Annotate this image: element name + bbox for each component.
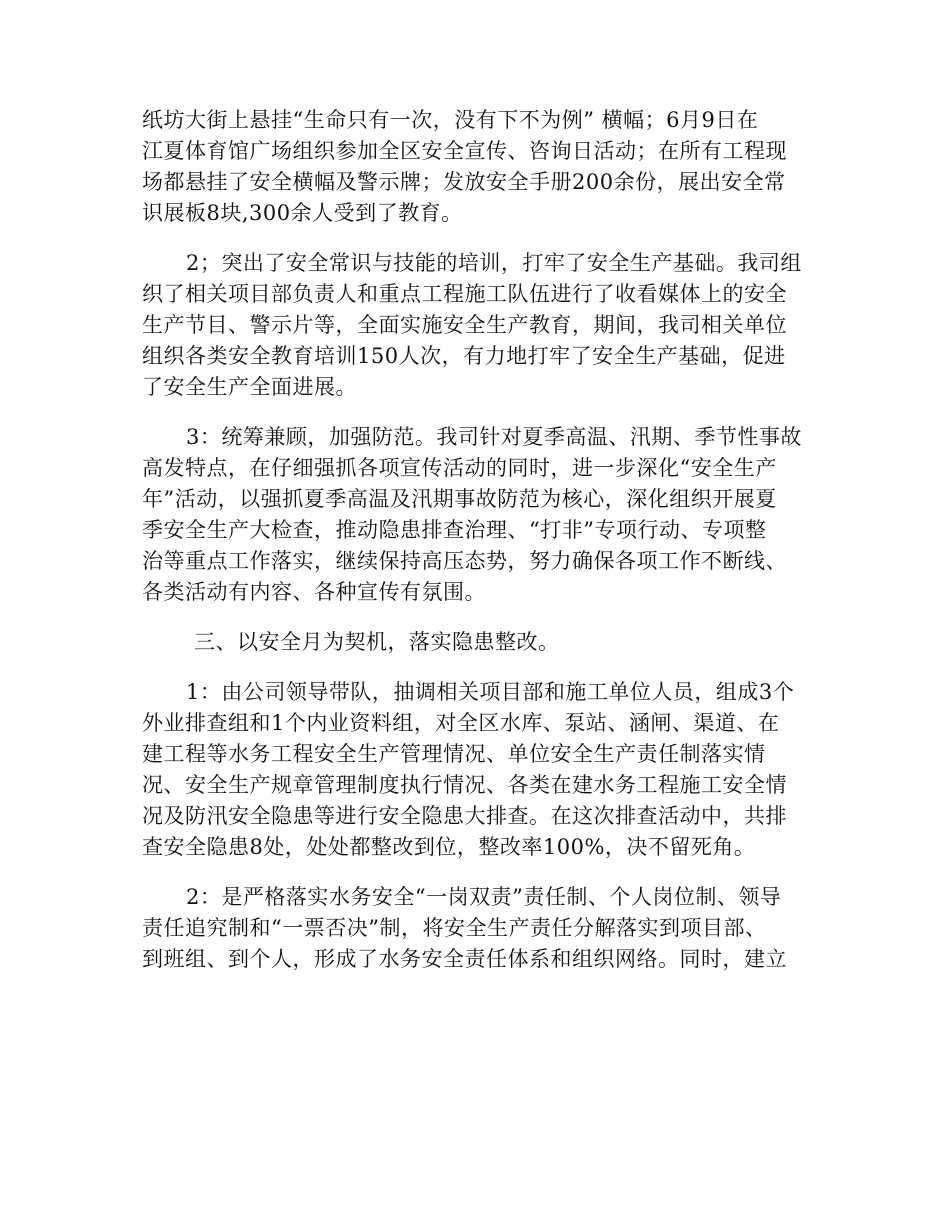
text-line: 生产节目、警示片等，全面实施安全生产教育，期间，我司相关单位 (142, 313, 787, 337)
text-line: 1：由公司领导带队，抽调相关项目部和施工单位人员，组成3个 (186, 680, 795, 704)
text-line: 识展板8块,300余人受到了教育。 (142, 201, 463, 225)
text-line: 了安全生产全面进展。 (142, 375, 357, 399)
text-line: 各类活动有内容、各种宣传有氛围。 (142, 580, 486, 604)
text-line: 2：是严格落实水务安全“一岗双责”责任制、个人岗位制、领导 (186, 885, 782, 909)
text-line: 织了相关项目部负责人和重点工程施工队伍进行了收看媒体上的安全 (142, 282, 787, 306)
text-line: 3：统筹兼顾，加强防范。我司针对夏季高温、汛期、季节性事故 (186, 425, 802, 449)
text-line: 建工程等水务工程安全生产管理情况、单位安全生产责任制落实情 (142, 742, 766, 766)
section-heading-text: 三、以安全月为契机，落实隐患整改。 (194, 630, 560, 654)
paragraph-publicity-activities (142, 105, 810, 229)
paragraph-item-3-prevention (142, 422, 810, 608)
text-line: 查安全隐患8处，处处都整改到位，整改率100%，决不留死角。 (142, 835, 756, 859)
text-line: 治等重点工作落实，继续保持高压态势，努力确保各项工作不断线、 (142, 549, 787, 573)
paragraph-item-1-inspection (142, 677, 810, 863)
text-line: 况、安全生产规章管理制度执行情况、各类在建水务工程施工安全情 (142, 773, 787, 797)
text-line: 到班组、到个人，形成了水务安全责任体系和组织网络。同时，建立 (142, 947, 787, 971)
text-line: 况及防汛安全隐患等进行安全隐患大排查。在这次排查活动中，共排 (142, 804, 787, 828)
text-line: 2；突出了安全常识与技能的培训，打牢了安全生产基础。我司组 (186, 251, 802, 275)
text-line: 江夏体育馆广场组织参加全区安全宣传、咨询日活动；在所有工程现 (142, 139, 787, 163)
text-line: 责任追究制和“一票否决”制，将安全生产责任分解落实到项目部、 (142, 916, 767, 940)
paragraph-item-2-training (142, 248, 810, 403)
paragraph-item-2-responsibility (142, 882, 810, 975)
text-line: 纸坊大街上悬挂“生命只有一次，没有下不为例” 横幅；6月9日在 (142, 108, 759, 132)
section-heading-3 (142, 627, 810, 658)
text-line: 年”活动，以强抓夏季高温及汛期事故防范为核心，深化组织开展夏 (142, 487, 777, 511)
text-line: 高发特点，在仔细强抓各项宣传活动的同时，进一步深化“安全生产 (142, 456, 777, 480)
text-line: 季安全生产大检查，推动隐患排查治理、“打非”专项行动、专项整 (142, 518, 767, 542)
text-line: 组织各类安全教育培训150人次，有力地打牢了安全生产基础，促进 (142, 344, 786, 368)
text-line: 外业排查组和1个内业资料组，对全区水库、泵站、涵闸、渠道、在 (142, 711, 780, 735)
text-line: 场都悬挂了安全横幅及警示牌；发放安全手册200余份，展出安全常 (142, 170, 786, 194)
